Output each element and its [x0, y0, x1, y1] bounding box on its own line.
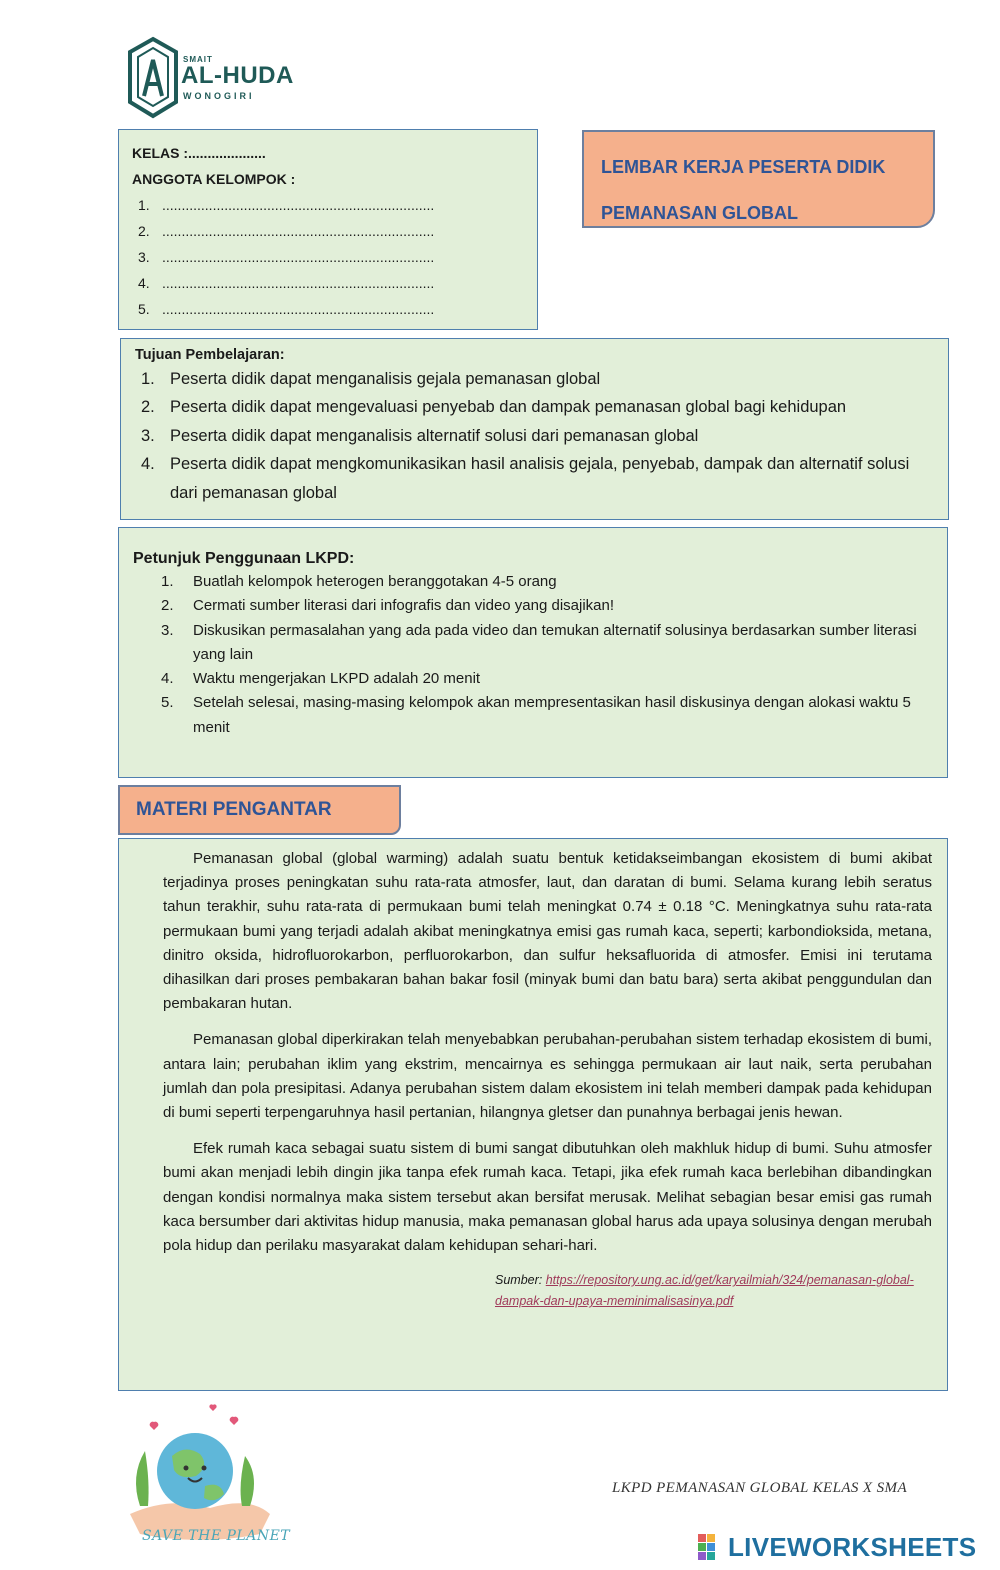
item-text: Peserta didik dapat menganalisis alternatif solusi dari pemanasan global	[170, 426, 699, 445]
worksheet-title: LEMBAR KERJA PESERTA DIDIK	[601, 157, 886, 177]
list-item	[133, 691, 933, 740]
item-number: 3.	[141, 426, 155, 445]
source-citation	[495, 1270, 932, 1312]
item-number: 5.	[161, 694, 174, 712]
item-number: 4.	[141, 455, 155, 474]
list-item	[135, 422, 934, 450]
list-item	[135, 393, 934, 421]
item-number: 2.	[141, 398, 155, 417]
member-number: 3.	[138, 249, 150, 265]
list-item	[133, 667, 933, 691]
member-list	[132, 192, 537, 322]
list-item	[135, 365, 934, 393]
member-blank: ......................................................................	[162, 223, 435, 239]
item-text: Peserta didik dapat mengkomunikasikan hasil analisis gejala, penyebab, dampak dan alternatif solusi dari pemanasan global	[170, 455, 910, 502]
worksheet-title-box	[582, 130, 935, 228]
item-number: 1.	[141, 370, 155, 388]
member-blank: ......................................................................	[162, 197, 435, 213]
logo-name: AL-HUDA	[181, 62, 294, 89]
logo-small-text: SMAIT	[183, 55, 213, 64]
member-number: 2.	[138, 223, 150, 239]
save-planet-label: SAVE THE PLANET	[142, 1528, 291, 1544]
member-blank: ......................................................................	[162, 301, 435, 317]
liveworksheets-wordmark: LIVEWORKSHEETS	[728, 1531, 977, 1562]
member-line[interactable]	[132, 244, 537, 270]
item-text: Peserta didik dapat menganalisis gejala pemanasan global	[170, 370, 601, 388]
liveworksheets-logo-icon	[698, 1534, 724, 1560]
member-number: 1.	[138, 197, 150, 213]
worksheet-topic: PEMANASAN GLOBAL	[601, 203, 798, 223]
item-number: 2.	[161, 597, 174, 615]
materi-box	[118, 838, 948, 1391]
source-label: Sumber:	[495, 1273, 546, 1288]
materi-paragraph: Pemanasan global diperkirakan telah menyebabkan perubahan-perubahan sistem terhadap ekosistem di bumi, antara lain; perubahan iklim yang ekstrim, mencairnya es sehingga permukaan air laut naik, serta perubahan jumlah dan pola presipitasi. Adanya perubahan sistem dalam ekosistem ini telah memberi dampak pada kehidupan di bumi seperti terpengaruhnya hasil pertanian, hilangnya gletser dan punahnya berbagai jenis hewan.	[163, 1031, 932, 1122]
member-line[interactable]	[132, 296, 537, 322]
kelas-field[interactable]: KELAS :....................	[132, 145, 266, 161]
instructions-heading: Petunjuk Penggunaan LKPD:	[133, 550, 355, 567]
item-number: 4.	[161, 670, 174, 688]
heart-icon	[230, 1417, 239, 1425]
heart-icon	[209, 1404, 216, 1411]
heart-icon	[150, 1422, 159, 1430]
member-line[interactable]	[132, 270, 537, 296]
identity-box	[118, 129, 538, 330]
member-line[interactable]	[132, 192, 537, 218]
school-logo	[126, 36, 316, 120]
materi-heading: MATERI PENGANTAR	[118, 785, 401, 835]
liveworksheets-brand[interactable]	[698, 1532, 976, 1562]
item-text: Buatlah kelompok heterogen beranggotakan 4-5 orang	[193, 573, 557, 590]
hexagon-a-icon	[126, 36, 180, 120]
instructions-box	[118, 527, 948, 778]
item-text: Cermati sumber literasi dari infografis dan video yang disajikan!	[193, 597, 615, 615]
logo-city: WONOGIRI	[183, 91, 255, 101]
instructions-list	[133, 570, 933, 740]
objectives-box	[120, 338, 949, 520]
item-text: Setelah selesai, masing-masing kelompok akan mempresentasikan hasil diskusinya dengan alokasi waktu 5 menit	[193, 694, 911, 736]
source-link[interactable]: https://repository.ung.ac.id/get/karyailmiah/324/pemanasan-global-dampak-dan-upaya-meminimalisasinya.pdf	[495, 1273, 914, 1309]
objectives-heading: Tujuan Pembelajaran:	[135, 347, 285, 363]
member-blank: ......................................................................	[162, 249, 435, 265]
item-text: Diskusikan permasalahan yang ada pada video dan temukan alternatif solusinya berdasarkan sumber literasi yang lain	[193, 621, 917, 663]
leaf-icon	[136, 1451, 149, 1506]
list-item	[133, 570, 933, 594]
leaf-icon	[241, 1456, 254, 1506]
list-item	[133, 594, 933, 618]
materi-paragraph: Pemanasan global (global warming) adalah suatu bentuk ketidakseimbangan ekosistem di bumi akibat terjadinya proses peningkatan suhu rata-rata atmosfer, laut, dan daratan di bumi. Selama kurang lebih seratus tahun terakhir, suhu rata-rata di permukaan bumi telah meningkat 0.74 ± 0.18 °C. Meningkatnya suhu rata-rata permukaan bumi yang terjadi adalah akibat meningkatnya emisi gas rumah kaca, seperti; karbondioksida, metana, dinitro oksida, hidrofluorokarbon, perfluorokarbon, dan sulfur heksafluorida di atmosfer. Emisi ini terutama dihasilkan dari proses pembakaran bahan bakar fosil (minyak bumi dan batu bara) serta akibat penggundulan dan pembakaran hutan.	[163, 850, 932, 1013]
item-text: Peserta didik dapat mengevaluasi penyebab dan dampak pemanasan global bagi kehidupan	[170, 398, 847, 417]
footer-note: LKPD PEMANASAN GLOBAL KELAS X SMA	[612, 1480, 908, 1496]
materi-paragraph: Efek rumah kaca sebagai suatu sistem di bumi sangat dibutuhkan oleh makhluk hidup di bumi. Suhu atmosfer bumi akan menjadi lebih dingin jika tanpa efek rumah kaca. Tetapi, jika efek rumah kaca berlebihan dibandingkan dengan kondisi normalnya maka sistem tersebut akan bersifat merusak. Melihat sebagian besar emisi gas rumah kaca bersumber dari aktivitas hidup manusia, maka pemanasan global harus ada upaya solusinya dengan merubah pola hidup dan perilaku masyarakat dalam kehidupan sehari-hari.	[163, 1140, 932, 1255]
member-number: 5.	[138, 301, 150, 317]
anggota-label: ANGGOTA KELOMPOK :	[132, 171, 296, 187]
item-number: 1.	[161, 573, 174, 590]
item-number: 3.	[161, 621, 174, 639]
objectives-list	[135, 365, 934, 507]
list-item	[133, 619, 933, 668]
member-number: 4.	[138, 275, 150, 291]
item-text: Waktu mengerjakan LKPD adalah 20 menit	[193, 670, 481, 688]
member-blank: ......................................................................	[162, 275, 435, 291]
member-line[interactable]	[132, 218, 537, 244]
list-item	[135, 450, 934, 507]
